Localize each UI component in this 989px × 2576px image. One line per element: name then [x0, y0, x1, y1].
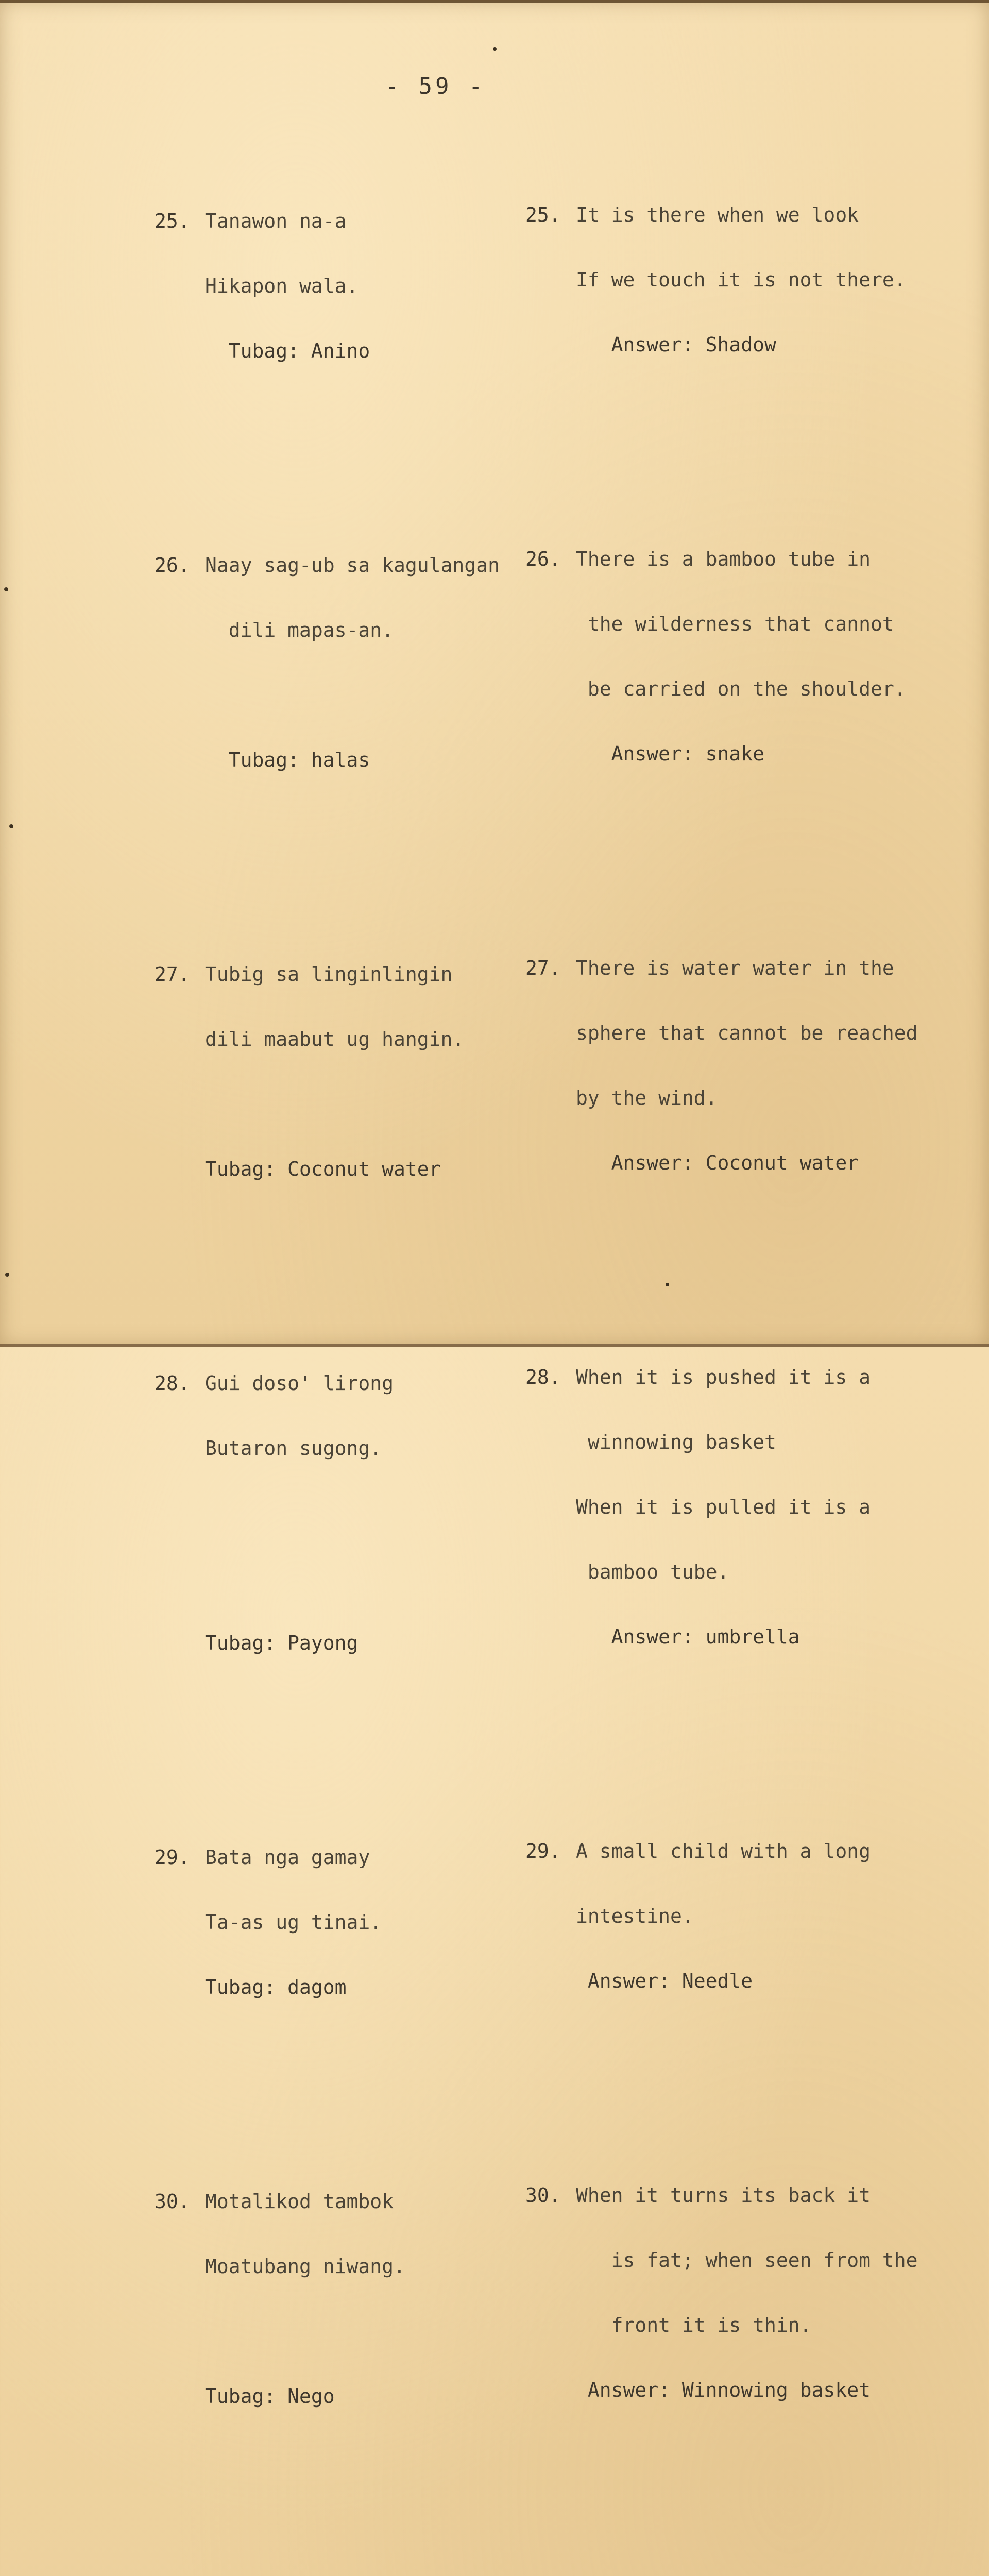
- page-number: - 59 -: [385, 73, 486, 99]
- riddle-29-cebuano: 29. Bata nga gamay Ta-as ug tinai. Tubag: dagom: [155, 1846, 382, 1998]
- left-column-riddles: [155, 124, 536, 2576]
- riddle-30-cebuano: 30. Motalikod tambok Moatubang niwang. Tubag: Nego: [155, 2190, 405, 2408]
- riddle-28-cebuano: 28. Gui doso' lirong Butaron sugong. Tubag: Payong: [155, 1372, 394, 1654]
- right-column-translations: [525, 117, 963, 2576]
- riddle-29-english: 29. A small child with a long intestine. Answer: Needle: [525, 1840, 871, 1992]
- riddle-28-english: 28. When it is pushed it is a winnowing basket When it is pulled it is a bamboo tube. Answer: umbrella: [525, 1366, 871, 1648]
- paper-speck: [666, 1283, 669, 1286]
- riddle-25-english: 25. It is there when we look If we touch it is not there. Answer: Shadow: [525, 204, 906, 356]
- riddle-31-english: [525, 2550, 963, 2576]
- paper-speck: [493, 47, 497, 51]
- riddle-25-cebuano: 25. Tanawon na-a Hikapon wala. Tubag: Anino: [155, 210, 370, 362]
- paper-speck: [9, 824, 13, 828]
- riddle-30-english: 30. When it turns its back it is fat; when seen from the front it is thin. Answer: Winnowing basket: [525, 2184, 918, 2401]
- page-bottom-edge: [0, 1344, 989, 1347]
- riddle-27-cebuano: 27. Tubig sa linginlingin dili maabut ug hangin. Tubag: Coconut water: [155, 963, 465, 1180]
- page-top-edge: [0, 0, 989, 3]
- riddle-26-english: 26. There is a bamboo tube in the wilderness that cannot be carried on the shoulder. Answer: snake: [525, 548, 906, 765]
- paper-speck: [4, 587, 8, 591]
- riddle-31-cebuano: [155, 2556, 536, 2576]
- riddle-27-english: 27. There is water water in the sphere that cannot be reached by the wind. Answer: Coconut water: [525, 957, 918, 1174]
- riddle-26-cebuano: 26. Naay sag-ub sa kagulangan dili mapas-an. Tubag: halas: [155, 554, 500, 771]
- paper-speck: [5, 1273, 9, 1277]
